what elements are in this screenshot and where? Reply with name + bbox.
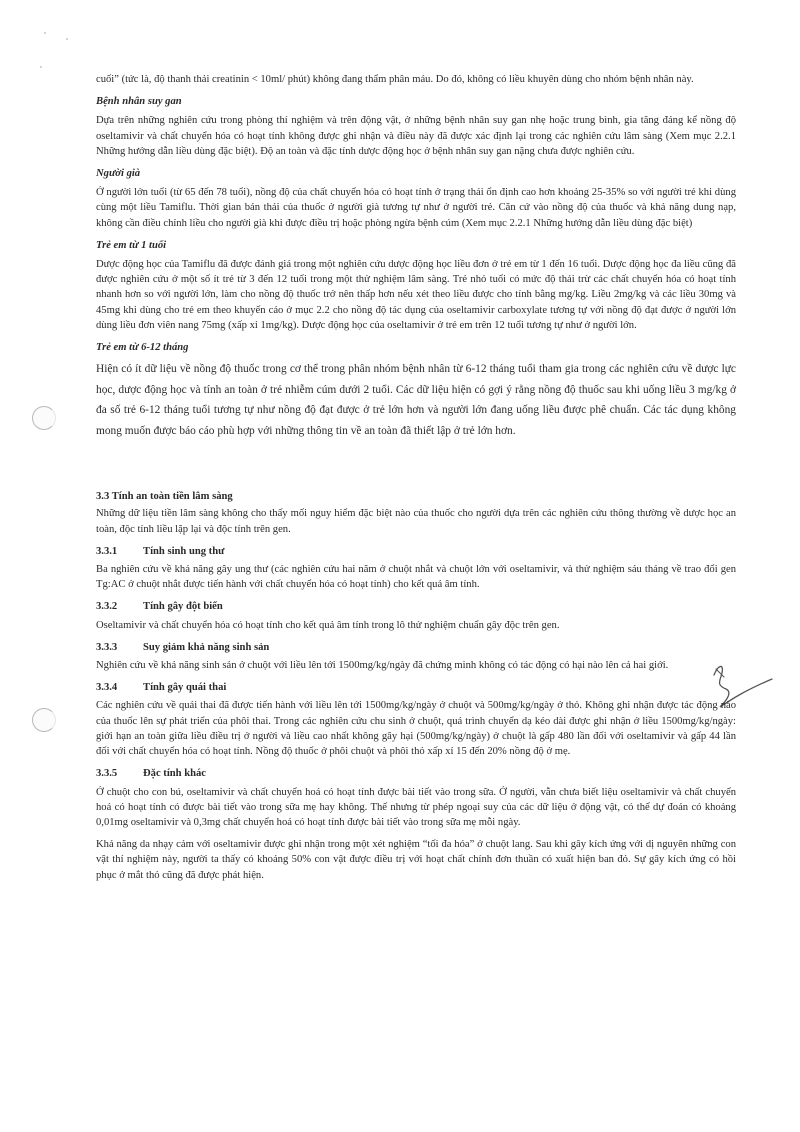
paragraph: Dựa trên những nghiên cứu trong phòng thí nghiệm và trên động vật, ở những bệnh nhân suy gan nhẹ hoặc trung bình, gia tăng đáng kể nồng độ oseltamivir và chất chuyển hóa có hoạt tính không được ghi nhận và điều này đã được xác định lại trong các nghiên cứu lâm sàng (Xem mục 2.2.1 Những hướng dẫn liều dùng đặc biệt). Độ an toàn và đặc tính dược động học ở bệnh nhân suy gan nặng chưa được nghiên cứu. (96, 115, 736, 157)
subsection-number: 3.3.3 (96, 641, 118, 653)
scan-speck (44, 32, 46, 34)
paragraph: Các nghiên cứu về quái thai đã được tiến hành với liều lên tới 1500mg/kg/ngày ở chuột và 500mg/kg/ngày ở thỏ. Không ghi nhận được tác động nào của thuốc lên sự phát triển của phôi thai. Trong các nghiên cứu chu sinh ở chuột, quá trình chuyển dạ kéo dài được ghi nhận ở liều 1500mg/kg/ngày: giới hạn an toàn giữa liều điều trị ở người và liều cao nhất không gây hại (500mg/kg/ngày) ở chuột là gấp 480 lần đối với oseltamivir và gấp 44 lần đối với chất chuyển hóa có hoạt tính. Nồng độ thuốc ở phôi chuột và phôi thỏ xấp xỉ 15 đến 20% nồng độ ở mẹ. (96, 700, 736, 758)
scan-speck (66, 38, 68, 40)
subsection-heading (96, 680, 736, 695)
subsection-title: Suy giảm khả năng sinh sản (143, 641, 270, 653)
subsection-number: 3.3.4 (96, 682, 118, 694)
subsection-heading (96, 599, 736, 614)
section-gap (96, 449, 736, 489)
subsection-number: 3.3.1 (96, 545, 118, 557)
paragraph: Ở chuột cho con bú, oseltamivir và chất chuyển hoá có hoạt tính được bài tiết vào trong sữa. Ở người, vẫn chưa biết liệu oseltamivir và chất chuyển hoá có hoạt tính có được bài tiết vào trong sữa mẹ hay không. Thế nhưng từ phép ngoại suy của các dữ liệu ở động vật, có thể dự đoán có khoảng 0,01mg oseltamivir và 0,3mg chất chuyển hoá có hoạt tính được bài tiết vào trong sữa mẹ mỗi ngày. (96, 786, 736, 828)
paragraph: Ở người lớn tuổi (từ 65 đến 78 tuổi), nồng độ của chất chuyển hóa có hoạt tính ở trạng thái ổn định cao hơn khoảng 25-35% so với người trẻ khi dùng cùng một liều Tamiflu. Thời gian bán thải của thuốc ở người già tương tự như ở người trẻ. Căn cứ vào nồng độ của thuốc và khả năng dung nạp, không cần điều chỉnh liều cho người già khi được điều trị hoặc phòng ngừa bệnh cúm (Xem mục 2.2.1 Những hướng dẫn liều dùng đặc biệt) (96, 187, 736, 229)
subsection-title: Đặc tính khác (143, 768, 206, 780)
subsection-heading (96, 766, 736, 781)
italic-subheading: Người già (96, 168, 141, 180)
italic-subheading: Trẻ em từ 1 tuổi (96, 239, 167, 251)
paragraph: Oseltamivir và chất chuyển hóa có hoạt tính cho kết quả âm tính trong lô thử nghiệm chuẩn gây độc trên gen. (96, 619, 560, 631)
paragraph: Những dữ liệu tiền lâm sàng không cho thấy mối nguy hiểm đặc biệt nào của thuốc cho người dựa trên các nghiên cứu thông thường về dược học an toàn, độc tính liều lặp lại và độc tính trên gen. (96, 508, 736, 535)
paragraph: Hiện có ít dữ liệu về nồng độ thuốc trong cơ thể trong phân nhóm bệnh nhân từ 6-12 tháng tuổi tham gia trong các nghiên cứu về dược lực học, dược động học và tính an toàn ở trẻ nhiễm cúm dưới 2 tuổi. Các dữ liệu hiện có gợi ý rằng nồng độ thuốc sau khi uống liều 3 mg/kg ở đa số trẻ 6-12 tháng tuổi tương tự như nồng độ đạt được ở trẻ lớn hơn và người lớn đang uống liều được phê chuẩn. Các tác dụng không mong muốn được báo cáo phù hợp với những thông tin về an toàn đã thiết lập ở trẻ lớn hơn. (96, 363, 736, 437)
italic-subheading: Trẻ em từ 6-12 tháng (96, 342, 189, 354)
paragraph: Dược động học của Tamiflu đã được đánh giá trong một nghiên cứu dược động học liều đơn ở trẻ em từ 1 đến 16 tuổi. Dược động học đa liều cũng đã được nghiên cứu ở một số ít trẻ từ 3 đến 12 tuổi trong một thử nghiệm lâm sàng. Trẻ nhỏ tuổi có mức độ thải trừ các chất chuyển hóa có hoạt tính nhanh hơn so với người lớn, làm cho nồng độ thuốc trở nên thấp hơn nếu xét theo liều được cho tính bằng mg/kg. Liều 2mg/kg và các liều 30mg và 45mg khi dùng cho trẻ em theo khuyến cáo ở mục 2.2 cho nồng độ tác dụng của oseltamivir carboxylate tương tự với nồng độ đạt được ở người lớn dùng liều đơn viên nang 75mg (xấp xỉ 1mg/kg). Dược động học của oseltamivir ở trẻ em trên 12 tuổi tương tự như ở người lớn. (96, 259, 736, 331)
document-body (96, 72, 736, 890)
scan-speck (40, 66, 42, 68)
subsection-heading (96, 640, 736, 655)
paragraph: Ba nghiên cứu về khả năng gây ung thư (các nghiên cứu hai năm ở chuột nhắt và chuột lớn với oseltamivir, và thử nghiệm sáu tháng về trao đổi gen Tg:AC ở chuột nhắt được tiến hành với chất chuyển hóa có hoạt tính) cho kết quả âm tính. (96, 564, 736, 591)
section-heading: 3.3 Tính an toàn tiền lâm sàng (96, 491, 233, 503)
paragraph: cuối” (tức là, độ thanh thải creatinin < 10ml/ phút) không đang thẩm phân máu. Do đó, không có liều khuyên dùng cho nhóm bệnh nhân này. (96, 74, 694, 85)
punch-hole-icon (32, 406, 56, 430)
subsection-heading (96, 544, 736, 559)
paragraph: Nghiên cứu về khả năng sinh sản ở chuột với liều lên tới 1500mg/kg/ngày đã chứng minh không có tác động có hại nào lên cả hai giới. (96, 660, 669, 672)
punch-hole-icon (32, 708, 56, 732)
subsection-title: Tính sinh ung thư (143, 545, 225, 557)
subsection-number: 3.3.5 (96, 768, 118, 780)
subsection-number: 3.3.2 (96, 601, 118, 613)
paragraph: Khả năng da nhạy cảm với oseltamivir được ghi nhận trong một xét nghiệm “tối đa hóa” ở chuột lang. Sau khi gây kích ứng với dị nguyên những con vật thí nghiệm này, người ta thấy có khoảng 50% con vật được điều trị với hoạt chất chính đơn thuần có xuất hiện ban đỏ. Sự gây kích ứng có hồi phục ở mắt thỏ cũng đã được phát hiện. (96, 839, 736, 881)
subsection-title: Tính gây đột biến (143, 601, 223, 613)
subsection-title: Tính gây quái thai (143, 682, 227, 694)
italic-subheading: Bệnh nhân suy gan (96, 96, 182, 108)
